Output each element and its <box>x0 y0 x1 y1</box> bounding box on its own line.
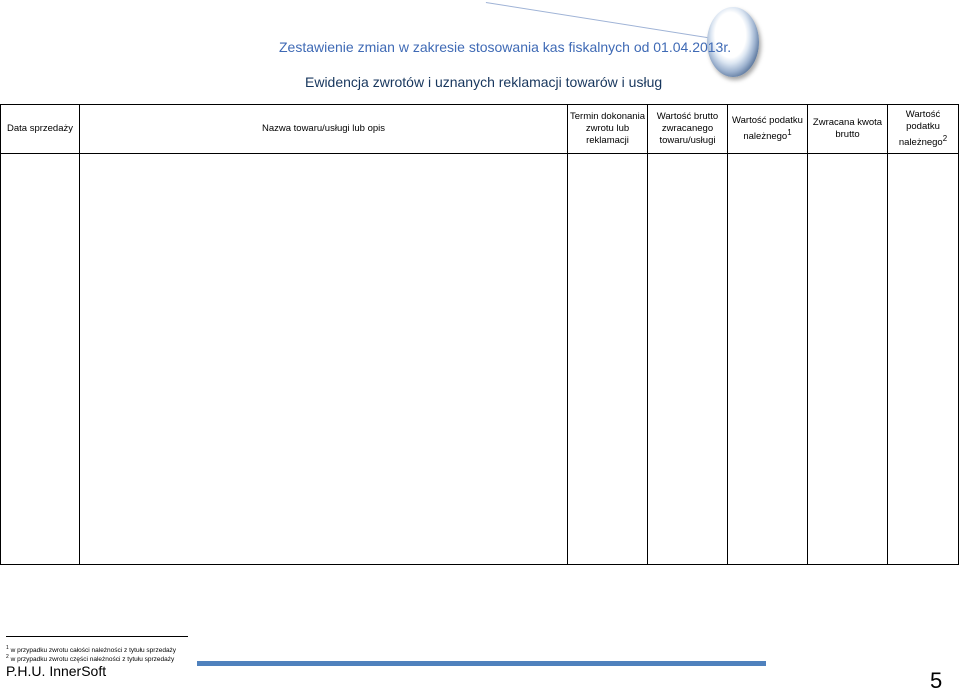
table-row <box>1 154 959 565</box>
company-name: P.H.U. InnerSoft <box>6 663 107 679</box>
footnote-1: $^1$ w przypadku zwrotu całości należności z tytułu sprzedaży <box>6 645 177 655</box>
table-cell <box>80 154 568 565</box>
footnote-ref-1: 1 <box>787 127 792 137</box>
column-header-item-name: Nazwa towaru/usługi lub opis <box>80 105 568 154</box>
column-header-gross-value: Wartość brutto zwracanego towaru/usługi <box>648 105 728 154</box>
table-cell <box>568 154 648 565</box>
table-header-row <box>1 105 959 154</box>
footnote-separator <box>6 636 188 637</box>
column-header-tax-due-2: Wartość podatku należnego$^2$ <box>888 105 959 154</box>
table-cell <box>1 154 80 565</box>
returns-register-table <box>0 104 959 565</box>
decorative-line <box>486 2 733 42</box>
column-header-return-date: Termin dokonania zwrotu lub reklamacji <box>568 105 648 154</box>
footnote-2: $^2$ w przypadku zwrotu części należności z tytułu sprzedaży <box>6 654 175 664</box>
column-header-refunded-amount: Zwracana kwota brutto <box>808 105 888 154</box>
table-cell <box>648 154 728 565</box>
column-header-sale-date: Data sprzedaży <box>1 105 80 154</box>
page-title: Ewidencja zwrotów i uznanych reklamacji towarów i usług <box>305 74 663 90</box>
column-header-tax-due-1: Wartość podatku należnego$^1$ <box>728 105 808 154</box>
page-number: 5 <box>930 668 943 693</box>
footer-accent-bar <box>197 661 766 666</box>
table-cell <box>808 154 888 565</box>
document-header-title: Zestawienie zmian w zakresie stosowania kas fiskalnych od 01.04.2013r. <box>279 39 732 55</box>
table-cell <box>728 154 808 565</box>
table-cell <box>888 154 959 565</box>
footnote-ref-2: 2 <box>942 133 948 143</box>
